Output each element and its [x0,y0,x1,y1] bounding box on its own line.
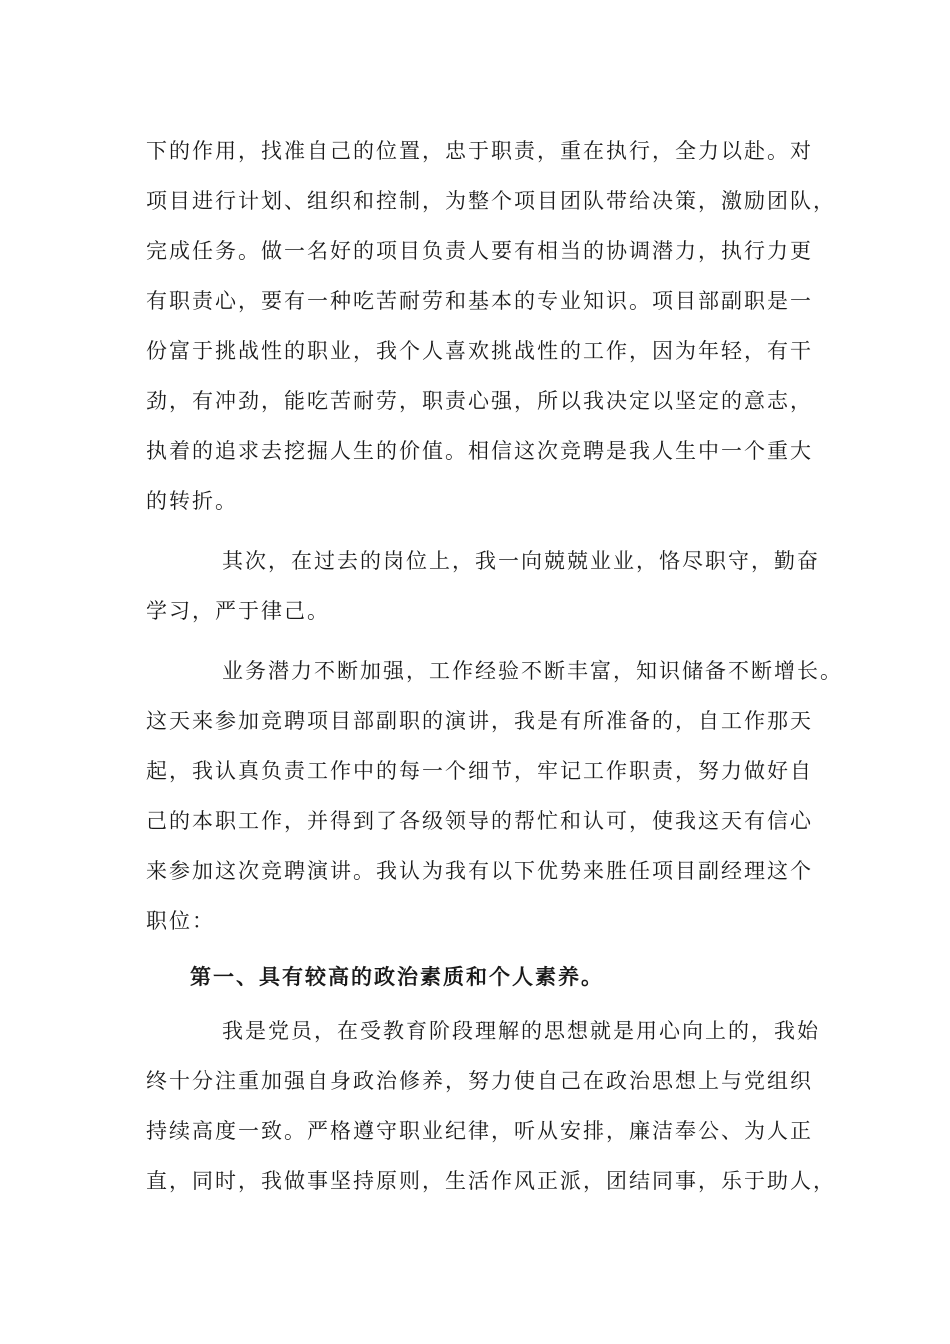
text-line: 的转折。 [146,489,238,513]
text-line: 持续高度一致。严格遵守职业纪律，听从安排，廉洁奉公、为人正 [146,1119,813,1143]
text-line: 起，我认真负责工作中的每一个细节，牢记工作职责，努力做好自 [146,759,813,783]
text-line: 我是党员，在受教育阶段理解的思想就是用心向上的，我始 [222,1019,820,1043]
text-line: 完成任务。做一名好的项目负责人要有相当的协调潜力，执行力更 [146,239,813,263]
text-line: 学习，严于律己。 [146,599,330,623]
text-line: 项目进行计划、组织和控制，为整个项目团队带给决策，激励团队， [146,189,836,213]
text-line: 份富于挑战性的职业，我个人喜欢挑战性的工作，因为年轻，有干 [146,339,813,363]
text-line: 其次，在过去的岗位上，我一向兢兢业业，恪尽职守，勤奋 [222,549,820,573]
text-line: 职位： [146,909,215,933]
text-line: 这天来参加竞聘项目部副职的演讲，我是有所准备的，自工作那天 [146,709,813,733]
text-line: 有职责心，要有一种吃苦耐劳和基本的专业知识。项目部副职是一 [146,289,813,313]
text-line: 来参加这次竞聘演讲。我认为我有以下优势来胜任项目副经理这个 [146,859,813,883]
text-line: 执着的追求去挖掘人生的价值。相信这次竞聘是我人生中一个重大 [146,439,813,463]
text-line: 直，同时，我做事坚持原则，生活作风正派，团结同事，乐于助人， [146,1169,836,1193]
text-line: 劲，有冲劲，能吃苦耐劳，职责心强，所以我决定以坚定的意志， [146,389,813,413]
text-line: 终十分注重加强自身政治修养，努力使自己在政治思想上与党组织 [146,1069,813,1093]
text-line: 己的本职工作，并得到了各级领导的帮忙和认可，使我这天有信心 [146,809,813,833]
text-line: 业务潜力不断加强，工作经验不断丰富，知识储备不断增长。 [222,659,843,683]
section-heading: 第一、具有较高的政治素质和个人素养。 [190,965,604,989]
text-line: 下的作用，找准自己的位置，忠于职责，重在执行，全力以赴。对 [146,139,813,163]
